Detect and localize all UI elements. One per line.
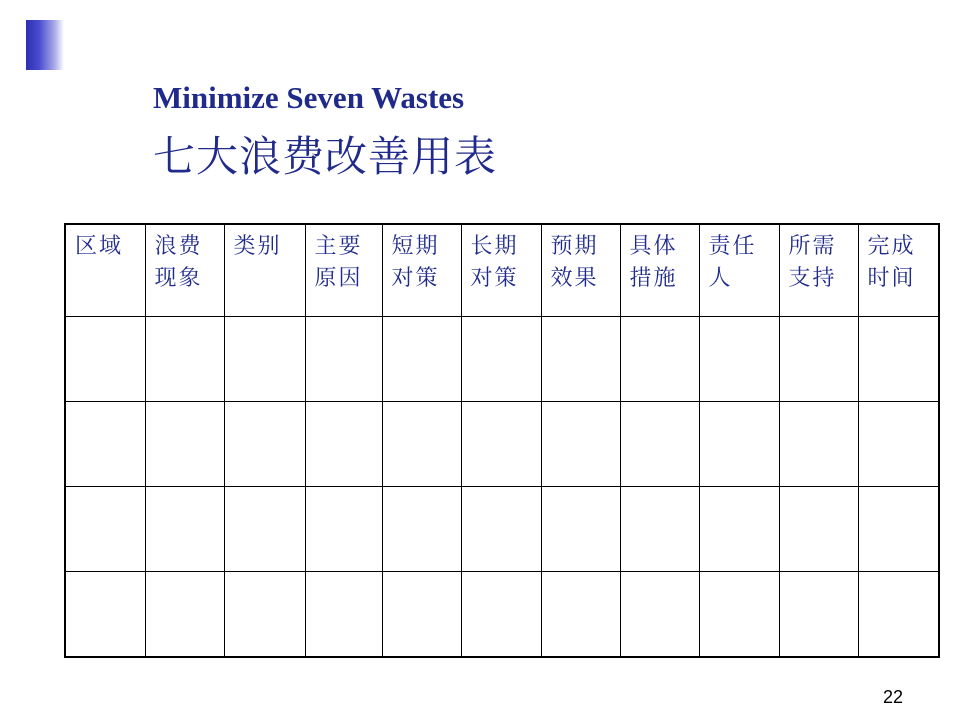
table-cell [541, 402, 620, 487]
table-cell [699, 402, 779, 487]
header-cell-completion-time: 完成 时间 [858, 224, 939, 317]
table-cell [779, 402, 858, 487]
table-row [65, 402, 939, 487]
table-row [65, 317, 939, 402]
table-cell [65, 317, 145, 402]
header-cell-category: 类别 [224, 224, 305, 317]
table-cell [858, 487, 939, 572]
table-cell [699, 487, 779, 572]
header-cell-expected-effect: 预期 效果 [541, 224, 620, 317]
table-cell [65, 572, 145, 658]
header-cell-main-cause: 主要 原因 [305, 224, 382, 317]
header-cell-long-term-measure: 长期 对策 [461, 224, 541, 317]
table-cell [461, 402, 541, 487]
table-cell [224, 487, 305, 572]
slide-title-chinese: 七大浪费改善用表 [153, 132, 498, 181]
table-row [65, 487, 939, 572]
table-row [65, 572, 939, 658]
waste-improvement-table [64, 223, 940, 658]
table-cell [382, 572, 461, 658]
table-cell [858, 572, 939, 658]
table-cell [224, 317, 305, 402]
table-cell [620, 402, 699, 487]
table-cell [858, 317, 939, 402]
table-cell [779, 317, 858, 402]
table-cell [461, 572, 541, 658]
table-cell [305, 572, 382, 658]
page-number: 22 [882, 687, 903, 707]
table-cell [541, 572, 620, 658]
table-cell [305, 487, 382, 572]
header-cell-waste-phenomenon: 浪费 现象 [145, 224, 224, 317]
header-cell-area: 区域 [65, 224, 145, 317]
table-cell [145, 317, 224, 402]
table-cell [541, 487, 620, 572]
table-cell [620, 487, 699, 572]
table-cell [305, 317, 382, 402]
corner-accent-bar [26, 20, 64, 70]
table-body [65, 317, 939, 658]
table-cell [620, 317, 699, 402]
table-cell [145, 487, 224, 572]
header-cell-short-term-measure: 短期 对策 [382, 224, 461, 317]
slide-title-english: Minimize Seven Wastes [153, 80, 465, 115]
table-cell [382, 487, 461, 572]
header-cell-responsible-person: 责任 人 [699, 224, 779, 317]
header-cell-support-needed: 所需 支持 [779, 224, 858, 317]
table-cell [224, 572, 305, 658]
table-cell [145, 402, 224, 487]
table-cell [541, 317, 620, 402]
table-cell [620, 572, 699, 658]
table-cell [461, 317, 541, 402]
table-cell [858, 402, 939, 487]
table-cell [382, 317, 461, 402]
table-cell [779, 487, 858, 572]
table-cell [779, 572, 858, 658]
table-cell [382, 402, 461, 487]
table-cell [699, 572, 779, 658]
header-cell-specific-action: 具体 措施 [620, 224, 699, 317]
table-cell [65, 402, 145, 487]
table-cell [65, 487, 145, 572]
table-cell [145, 572, 224, 658]
table-header-row [65, 224, 939, 317]
table-cell [699, 317, 779, 402]
table-cell [224, 402, 305, 487]
table-cell [461, 487, 541, 572]
table-cell [305, 402, 382, 487]
